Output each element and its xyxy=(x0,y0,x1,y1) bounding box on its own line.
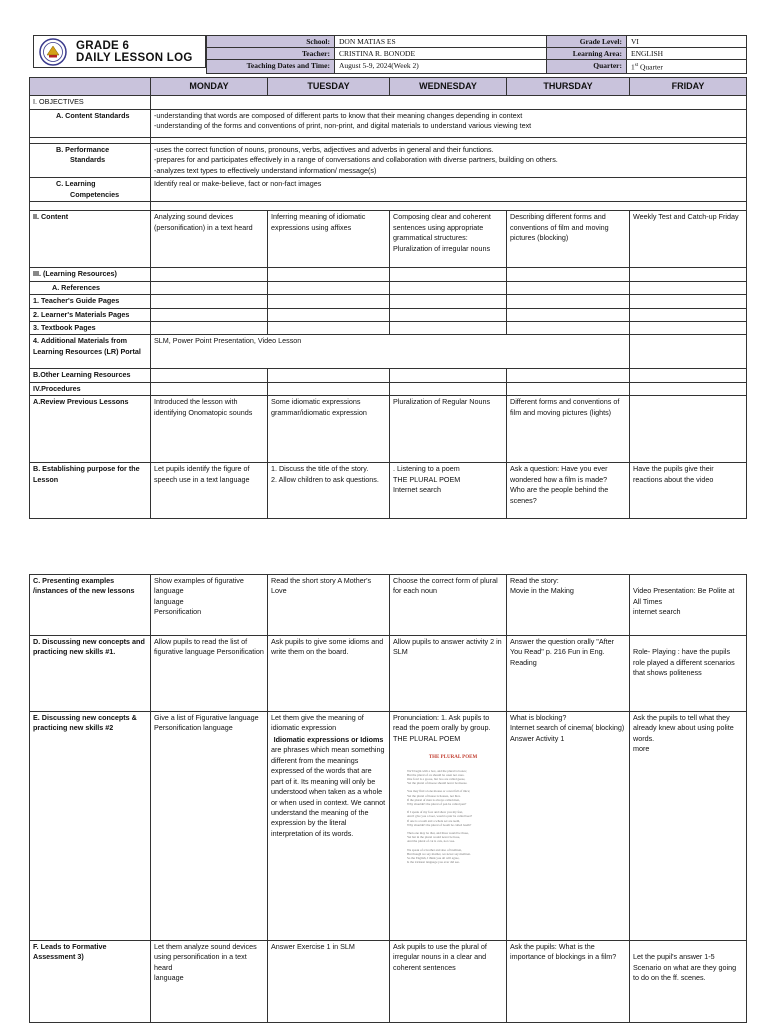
day-friday: FRIDAY xyxy=(630,78,747,96)
additional-materials: SLM, Power Point Presentation, Video Lesson xyxy=(151,335,630,369)
performance-standards-label: B. Performance Standards xyxy=(30,144,151,178)
textbook-pages-label: 3. Textbook Pages xyxy=(30,321,151,334)
teacher-label: Teacher: xyxy=(207,48,335,60)
discuss2-wed: Pronunciation: 1. Ask pupils to read the poem orally by group. THE PLURAL POEM THE PLURAL POEM We'll begin with a box, and the plural is boxes; But the plural of ox should be oxen not oxes. One fowl is a goose, but two are called geese, Yet the plural of moose should never be meese. You may find a lone mouse or a nest full of mice; Yet the plural of house is houses, not hice. If the plural of man is always called men, Why shouldn't the plural of pan be called pen? If I speak of my foot and show you my feet, And I give you a boot, would a pair be called beet? If one is a tooth and a whole set are teeth, Why shouldn't the plural of booth be called beeth? Then one may be that, and three would be those, Yet hat in the plural would never be hose, And the plural of cat is cats, not cose. We speak of a brother and also of brethren, But though we say mother, we never say methren. So the English, I think you all will agree, Is the trickiest language you ever did see. xyxy=(390,712,507,941)
review-wed: Pluralization of Regular Nouns xyxy=(390,396,507,463)
days-header-row xyxy=(30,78,747,96)
dates-label: Teaching Dates and Time: xyxy=(207,60,335,74)
discuss2-thu: What is blocking? Internet search of cinema( blocking) Answer Activity 1 xyxy=(507,712,630,941)
content-mon: Analyzing sound devices (personification) in a text heard xyxy=(151,211,268,268)
lesson-table-bottom xyxy=(29,574,747,1023)
review-thu: Different forms and conventions of film and moving pictures (lights) xyxy=(507,396,630,463)
presenting-fri: Video Presentation: Be Polite at All Times internet search xyxy=(630,575,747,636)
presenting-mon: Show examples of figurative language language Personification xyxy=(151,575,268,636)
content-thu: Describing different forms and conventions of film and moving pictures (blocking) xyxy=(507,211,630,268)
formative-wed: Ask pupils to use the plural of irregular nouns in a clear and coherent sentences xyxy=(390,941,507,1023)
lesson-table-top xyxy=(29,77,747,519)
discuss1-mon: Allow pupils to read the list of figurative language Personification xyxy=(151,636,268,712)
content-standards: -understanding that words are composed of different parts to know that their meaning changes depending in context -understanding of the forms and conventions of print, non-print, and digital materials to understand various viewing text xyxy=(151,110,747,138)
content-standards-label: A. Content Standards xyxy=(30,110,151,138)
objectives-heading: I. OBJECTIVES xyxy=(30,96,151,110)
day-tuesday: TUESDAY xyxy=(268,78,390,96)
formative-row xyxy=(30,941,747,1023)
purpose-mon: Let pupils identify the figure of speech use in a text language xyxy=(151,463,268,519)
procedures-heading: IV.Procedures xyxy=(30,382,151,395)
area-label: Learning Area: xyxy=(547,48,627,60)
presenting-thu: Read the story: Movie in the Making xyxy=(507,575,630,636)
purpose-wed: . Listening to a poem THE PLURAL POEM Internet search xyxy=(390,463,507,519)
dates-value: August 5-9, 2024(Week 2) xyxy=(335,60,547,74)
competencies: Identify real or make-believe, fact or non-fact images xyxy=(151,178,747,202)
discuss1-wed: Allow pupils to answer activity 2 in SLM xyxy=(390,636,507,712)
lm-pages-label: 2. Learner's Materials Pages xyxy=(30,308,151,321)
formative-fri: Let the pupil's answer 1-5 Scenario on what are they going to do on the ff. scenes. xyxy=(630,941,747,1023)
tg-pages-label: 1. Teacher's Guide Pages xyxy=(30,295,151,308)
formative-label: F. Leads to Formative Assessment 3) xyxy=(30,941,151,1023)
purpose-tue: 1. Discuss the title of the story. 2. Allow children to ask questions. xyxy=(268,463,390,519)
additional-materials-label: 4. Additional Materials from Learning Resources (LR) Portal xyxy=(30,335,151,369)
presenting-tue: Read the short story A Mother's Love xyxy=(268,575,390,636)
references-label: A. References xyxy=(30,281,151,294)
discuss1-tue: Ask pupils to give some idioms and write them on the board. xyxy=(268,636,390,712)
discuss2-label: E. Discussing new concepts & practicing new skills #2 xyxy=(30,712,151,941)
area-value: ENGLISH xyxy=(627,48,747,60)
review-tue: Some idiomatic expressions grammar/idiomatic expression xyxy=(268,396,390,463)
discuss1-row xyxy=(30,636,747,712)
discuss2-mon: Give a list of Figurative language Personification language xyxy=(151,712,268,941)
content-row xyxy=(30,211,747,268)
day-monday: MONDAY xyxy=(151,78,268,96)
review-mon: Introduced the lesson with identifying Onomatopic sounds xyxy=(151,396,268,463)
content-fri: Weekly Test and Catch-up Friday xyxy=(630,211,747,268)
content-label: II. Content xyxy=(30,211,151,268)
formative-tue: Answer Exercise 1 in SLM xyxy=(268,941,390,1023)
title-block xyxy=(33,35,206,68)
resources-heading: III. (Learning Resources) xyxy=(30,268,151,281)
discuss2-tue: Let them give the meaning of idiomatic expression Idiomatic expressions or Idioms are phrases which mean something different from the meanings expressed of the words that are part of it. Its meaning will only be understood when taken as a whole or when used in context. We cannot understand the meaning of the expression by the literal interpretation of its words. xyxy=(268,712,390,941)
purpose-label: B. Establishing purpose for the Lesson xyxy=(30,463,151,519)
deped-seal-icon xyxy=(38,38,68,66)
discuss2-row xyxy=(30,712,747,941)
header-blank xyxy=(30,78,151,96)
purpose-row xyxy=(30,463,747,519)
grade-value: VI xyxy=(627,36,747,48)
presenting-wed: Choose the correct form of plural for each noun xyxy=(390,575,507,636)
header-info-table xyxy=(206,35,747,74)
competencies-label: C. Learning Competencies xyxy=(30,178,151,202)
purpose-thu: Ask a question: Have you ever wondered how a film is made? Who are the people behind the scenes? xyxy=(507,463,630,519)
performance-standards: -uses the correct function of nouns, pronouns, verbs, adjectives and adverbs in general and their functions. -prepares for and participates effectively in a range of conversations and collaboration with diverse partners, building on others. -analyzes text types to effectively understand information/ message(s) xyxy=(151,144,747,178)
plural-poem-image: THE PLURAL POEM We'll begin with a box, and the plural is boxes; But the plural of ox should be oxen not oxes. One fowl is a goose, but two are called geese, Yet the plural of moose should never be meese. You may find a lone mouse or a nest full of mice; Yet the plural of house is houses, not hice. If the plural of man is always called men, Why shouldn't the plural of pan be called pen? If I speak of my foot and show you my feet, And I give you a boot, would a pair be called beet? If one is a tooth and a whole set are teeth, Why shouldn't the plural of booth be called beeth? Then one may be that, and three would be those, Yet hat in the plural would never be hose, And the plural of cat is cats, not cose. We speak of a brother and also of brethren, But though we say mother, we never say methren. So the English, I think you all will agree, Is the trickiest language you ever did see. xyxy=(407,755,478,865)
day-wednesday: WEDNESDAY xyxy=(390,78,507,96)
teacher-value: CRISTINA R. BONODE xyxy=(335,48,547,60)
content-wed: Composing clear and coherent sentences using appropriate grammatical structures: Pluralization of irregular nouns xyxy=(390,211,507,268)
content-tue: Inferring meaning of idiomatic expressions using affixes xyxy=(268,211,390,268)
review-label: A.Review Previous Lessons xyxy=(30,396,151,463)
formative-thu: Ask the pupils: What is the importance of blockings in a film? xyxy=(507,941,630,1023)
grade-label: Grade Level: xyxy=(547,36,627,48)
grade-title: GRADE 6 xyxy=(76,40,130,52)
school-value: DON MATIAS ES xyxy=(335,36,547,48)
quarter-label: Quarter: xyxy=(547,60,627,74)
day-thursday: THURSDAY xyxy=(507,78,630,96)
discuss1-thu: Answer the question orally "After You Read" p. 216 Fun in Eng. Reading xyxy=(507,636,630,712)
discuss1-fri: Role- Playing : have the pupils role played a different scenarios that shows politeness xyxy=(630,636,747,712)
school-label: School: xyxy=(207,36,335,48)
presenting-row xyxy=(30,575,747,636)
discuss1-label: D. Discussing new concepts and practicing new skills #1. xyxy=(30,636,151,712)
quarter-value: 1st Quarter xyxy=(627,60,747,74)
review-fri xyxy=(630,396,747,463)
log-title: DAILY LESSON LOG xyxy=(76,52,193,64)
purpose-fri: Have the pupils give their reactions about the video xyxy=(630,463,747,519)
presenting-label: C. Presenting examples /instances of the new lessons xyxy=(30,575,151,636)
review-row xyxy=(30,396,747,463)
discuss2-fri: Ask the pupils to tell what they already knew about using polite words. more xyxy=(630,712,747,941)
other-resources-label: B.Other Learning Resources xyxy=(30,369,151,382)
formative-mon: Let them analyze sound devices using personification in a text heard language xyxy=(151,941,268,1023)
